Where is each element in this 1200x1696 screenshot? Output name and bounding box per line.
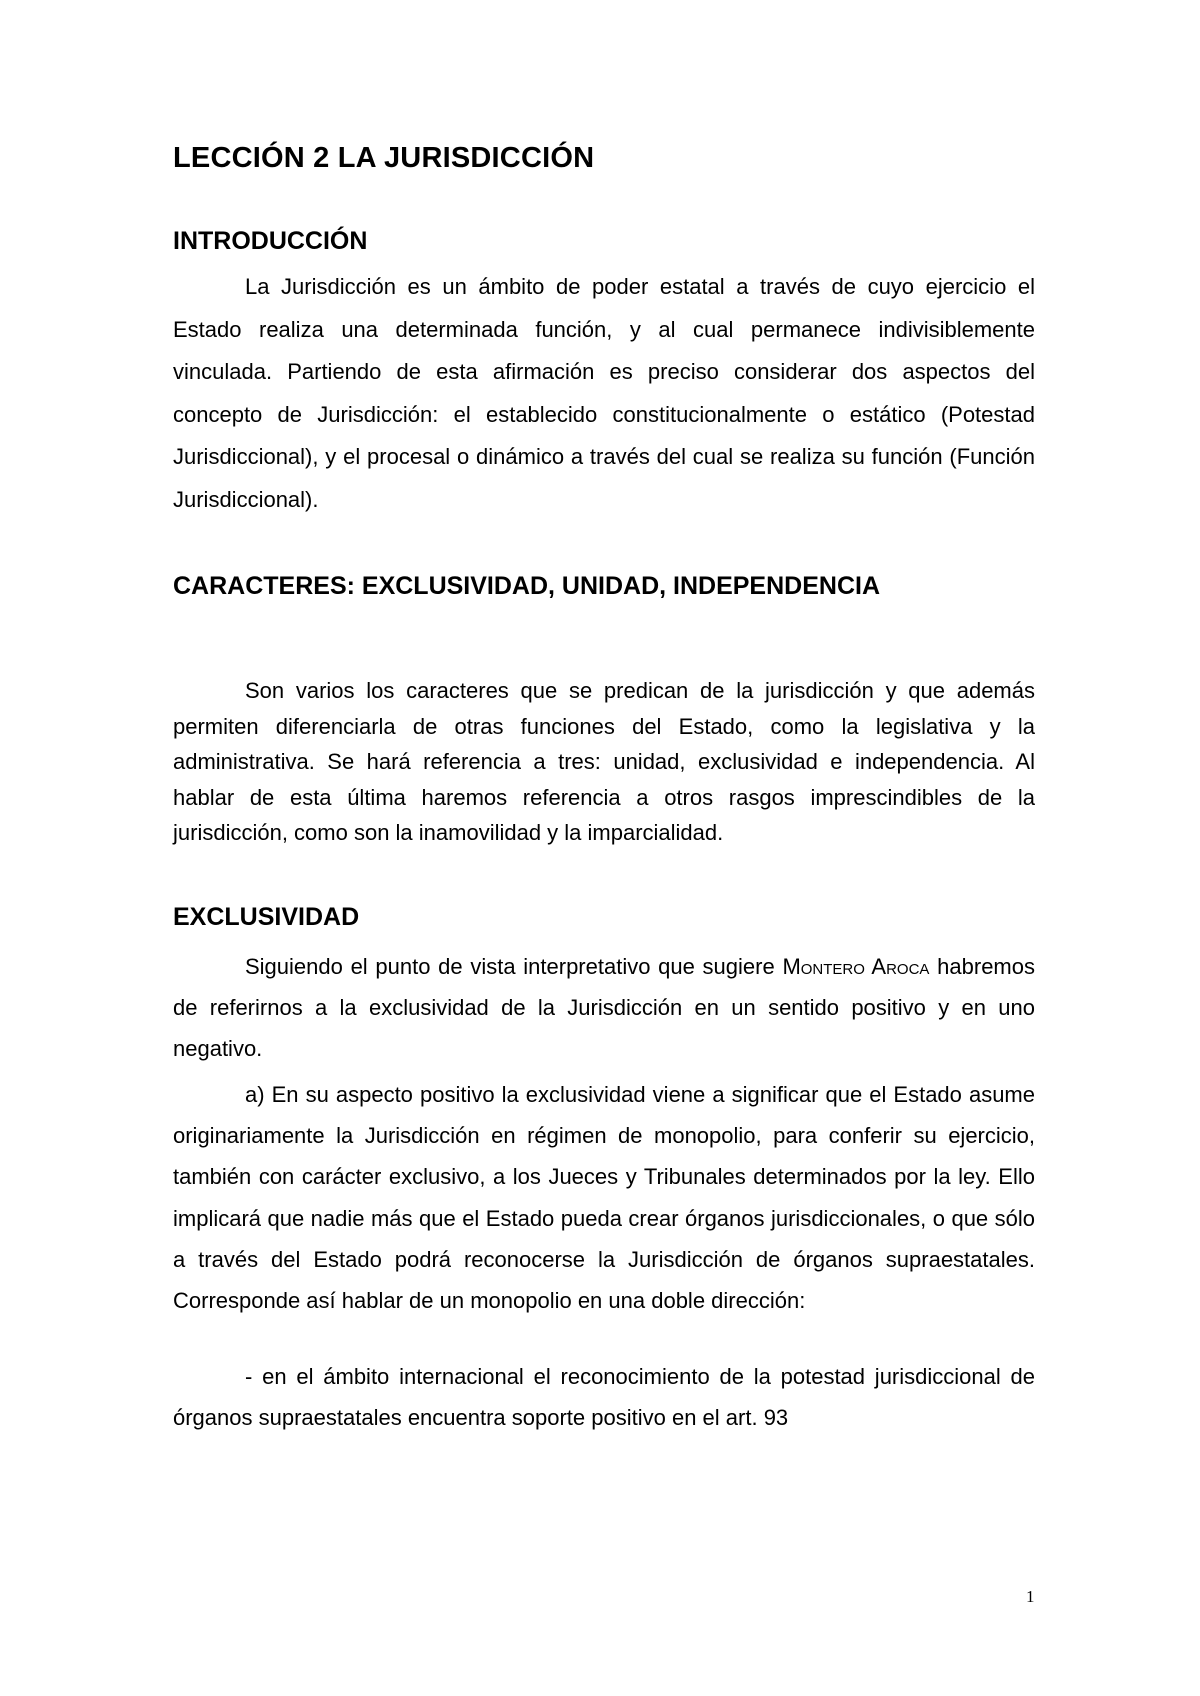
- lesson-title: LECCIÓN 2 LA JURISDICCIÓN: [173, 142, 595, 174]
- paragraph-text-end: habremos de referirnos a la exclusividad de la Jurisdicción en un sentido positivo y en uno negativo.: [173, 954, 1035, 1062]
- exclusivity-heading: EXCLUSIVIDAD: [173, 903, 360, 931]
- exclusivity-paragraph-3: - en el ámbito internacional el reconocimiento de la potestad jurisdiccional de órganos supraestatales encuentra soporte positivo en el art. 93: [173, 1364, 1035, 1431]
- characters-paragraph: Son varios los caracteres que se predican de la jurisdicción y que además permiten diferenciarla de otras funciones del Estado, como la legislativa y la administrativa. Se hará referencia a tres: unidad, exclusividad e independencia. Al hablar de esta última haremos referencia a otros rasgos imprescindibles de la jurisdicción, como son la inamovilidad y la imparcialidad.: [173, 678, 1035, 846]
- exclusivity-paragraph-2: a) En su aspecto positivo la exclusividad viene a significar que el Estado asume originariamente la Jurisdicción en régimen de monopolio, para conferir su ejercicio, también con carácter exclusivo, a los Jueces y Tribunales determinados por la ley. Ello implicará que nadie más que el Estado pueda crear órganos jurisdiccionales, o que sólo a través del Estado podrá reconocerse la Jurisdicción de órganos supraestatales. Corresponde así hablar de un monopolio en una doble dirección:: [173, 1082, 1035, 1314]
- introduction-heading: INTRODUCCIÓN: [173, 227, 368, 255]
- introduction-paragraph: La Jurisdicción es un ámbito de poder estatal a través de cuyo ejercicio el Estado realiza una determinada función, y al cual permanece indivisiblemente vinculada. Partiendo de esta afirmación es preciso considerar dos aspectos del concepto de Jurisdicción: el establecido constitucionalmente o estático (Potestad Jurisdiccional), y el procesal o dinámico a través del cual se realiza su función (Función Jurisdiccional).: [173, 274, 1035, 512]
- paragraph-text-start: Siguiendo el punto de vista interpretativo que sugiere: [245, 954, 775, 979]
- characters-heading: CARACTERES: EXCLUSIVIDAD, UNIDAD, INDEPENDENCIA: [173, 572, 880, 600]
- author-name: Montero Aroca: [782, 954, 930, 979]
- page-number: 1: [1026, 1587, 1035, 1606]
- exclusivity-paragraph-1: [173, 946, 1035, 1070]
